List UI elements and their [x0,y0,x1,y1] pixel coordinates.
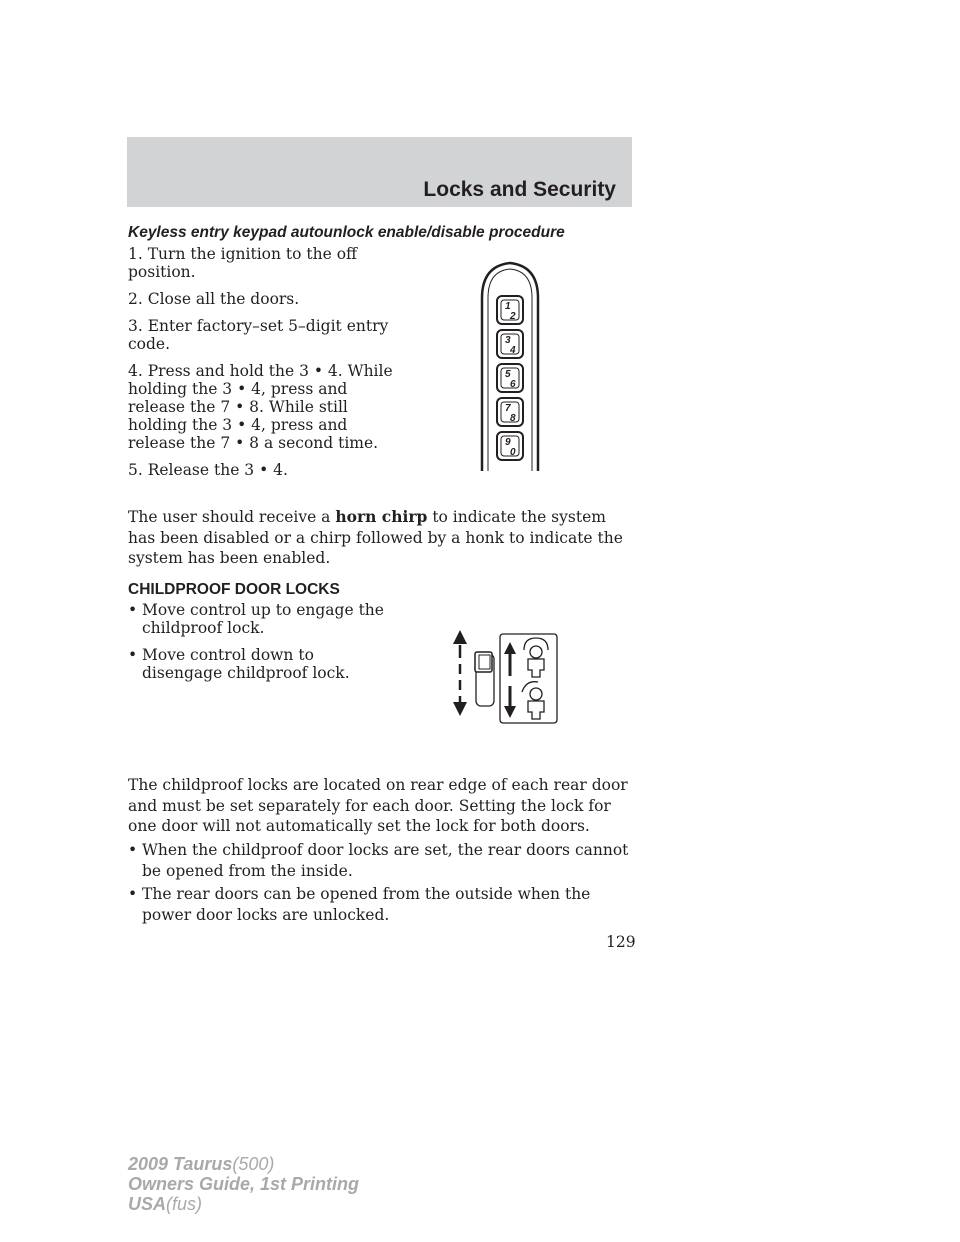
print-footer: 2009 Taurus(500) Owners Guide, 1st Printing USA(fus) [128,1154,360,1214]
childproof-location-paragraph: The childproof locks are located on rear edge of each rear door and must be set separately for each door. Setting the lock for one door will not automatically set the lock for both doors. [128,776,628,835]
keypad-key [497,296,523,324]
keypad-key-top-digit: 9 [505,437,511,448]
step-1: 1. Turn the ignition to the off position. [128,245,358,281]
step-3: 3. Enter factory–set 5–digit entry code. [128,317,389,353]
keypad-key-bottom-digit: 2 [510,311,516,322]
bullet-engage: • Move control up to engage the childproof lock. [128,601,388,637]
step-4: 4. Press and hold the 3 • 4. While holding the 3 • 4, press and release the 7 • 8. While still holding the 3 • 4, press and release the 7 • 8 a second time. [128,362,393,452]
step-2: 2. Close all the doors. [128,290,300,308]
keypad-key [497,432,523,460]
keypad-illustration [476,258,544,473]
keypad-key-top-digit: 1 [505,301,511,312]
keypad-key-top-digit: 3 [505,335,511,346]
keypad-key-bottom-digit: 4 [510,345,516,356]
procedure-subhead: Keyless entry keypad autounlock enable/disable procedure [128,224,565,241]
note-inside: • When the childproof door locks are set, the rear doors cannot be opened from the inside. [128,840,633,881]
section-header-band [127,137,632,207]
keypad-key-bottom-digit: 8 [510,413,516,424]
horn-chirp-paragraph: The user should receive a horn chirp to indicate the system has been disabled or a chirp followed by a honk to indicate the system has been enabled. [128,507,623,567]
step-5: 5. Release the 3 • 4. [128,461,288,479]
note-outside: • The rear doors can be opened from the outside when the power door locks are unlocked. [128,884,633,925]
keypad-key-top-digit: 5 [505,369,511,380]
page-number: 129 [606,933,636,951]
keypad-key-top-digit: 7 [505,403,511,414]
horn-chirp-term: horn chirp [335,507,428,526]
keypad-key [497,330,523,358]
childproof-lock-illustration [448,630,560,726]
keypad-key [497,364,523,392]
procedure-steps [128,245,396,488]
childproof-notes [128,840,633,925]
childproof-heading: CHILDPROOF DOOR LOCKS [128,581,340,598]
keypad-key [497,398,523,426]
section-title: Locks and Security [423,178,616,201]
keypad-key-bottom-digit: 6 [510,379,516,390]
bullet-disengage: • Move control down to disengage childproof lock. [128,646,388,682]
keypad-key-bottom-digit: 0 [510,447,516,458]
childproof-bullets [128,601,388,682]
